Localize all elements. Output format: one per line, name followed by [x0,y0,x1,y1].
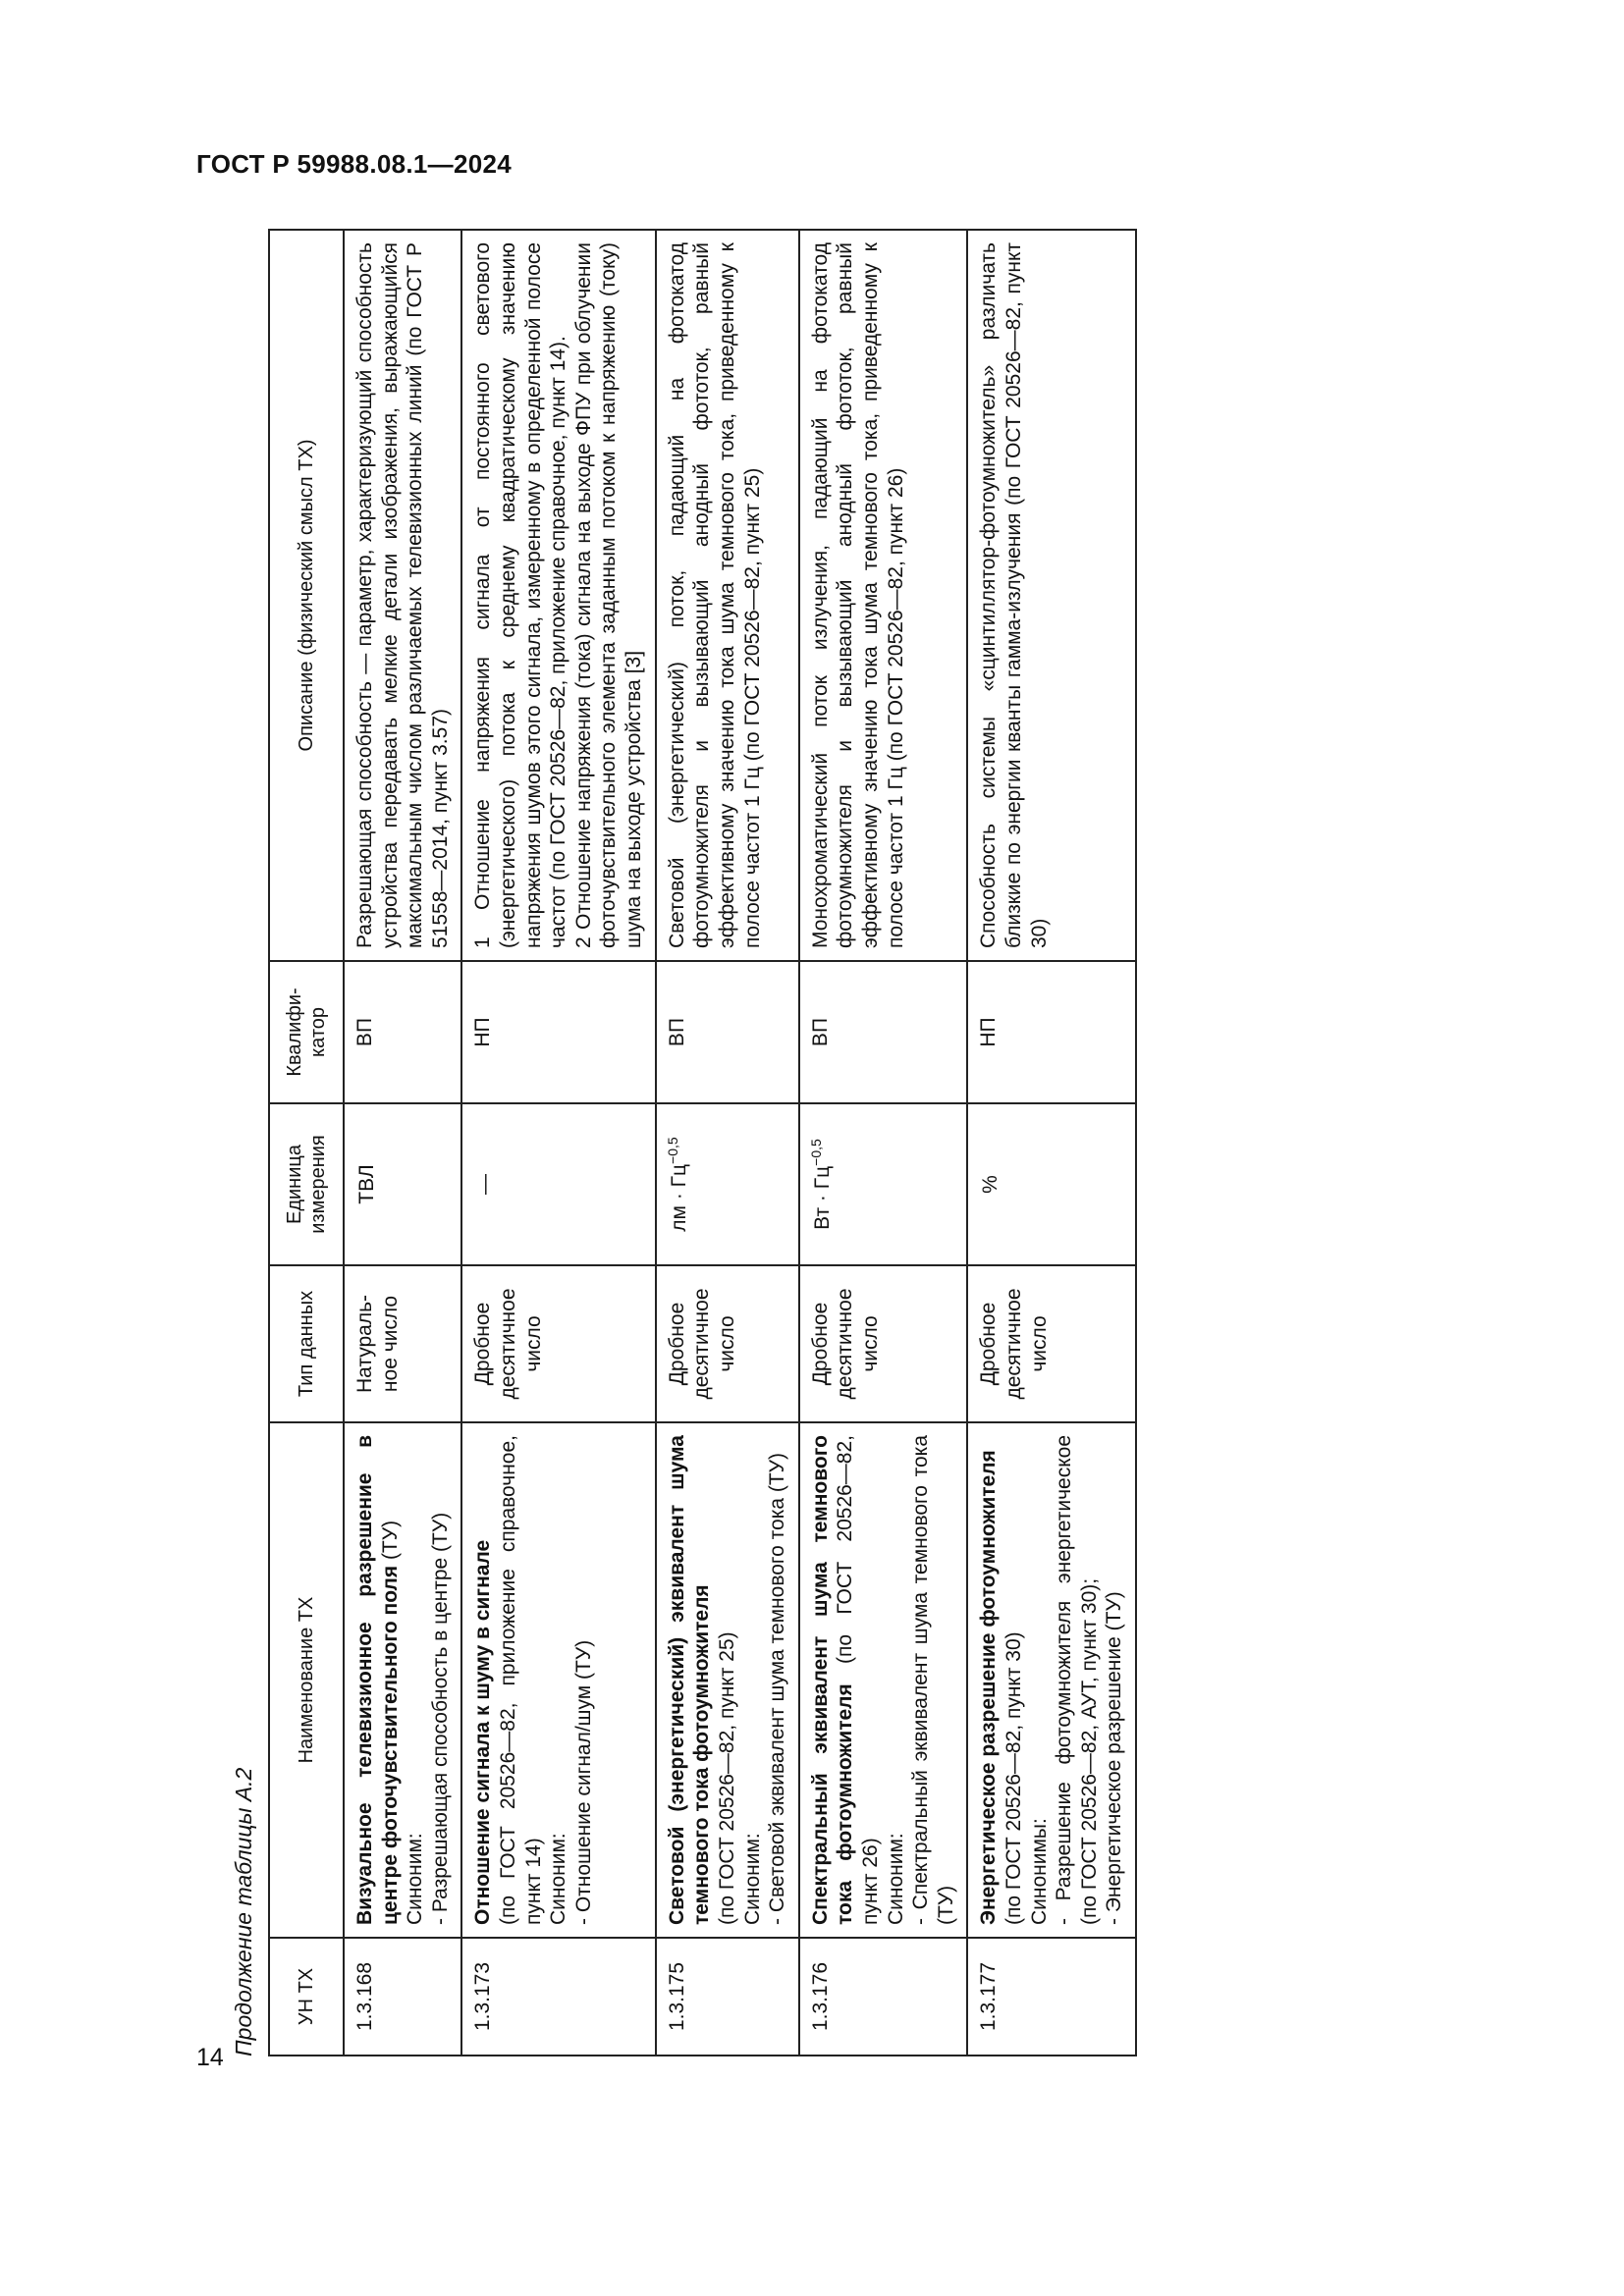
cell-description: Способность системы «сцинтиллятор-фотоумножитель» различать близкие по энергии кванты гамма-излучения (по ГОСТ 20526—82, пункт 30) [967,230,1136,961]
column-header-unit: Единица измерения [269,1103,344,1265]
cell-qualifier: НП [461,961,655,1103]
cell-name [656,1422,799,1938]
cell-description: Световой (энергетический) поток, падающий на фотокатод фотоумножителя и вызывающий анодный фототок, равный эффективному значению тока шума темнового тока, приведенному к полосе частот 1 Гц (по ГОСТ 20526—82, пункт 25) [656,230,799,961]
column-header-name: Наименование ТХ [269,1422,344,1938]
name-line: Синоним: [884,1833,907,1925]
cell-unit [799,1103,968,1265]
rotated-table-area [231,231,1316,2056]
cell-type: Дробное десятичное число [656,1265,799,1422]
name-line: - Световой эквивалент шума темнового тока (ТУ) [766,1452,789,1925]
cell-unit [967,1103,1136,1265]
table-row [967,230,1136,2056]
cell-name [344,1422,461,1938]
cell-type: Дробное десятичное число [799,1265,968,1422]
name-bold: Визуальное телевизионное разрешение в центре фоточувствительного поля [353,1435,402,1925]
name-bold: Отношение сигнала к шуму в сигнале [471,1539,495,1925]
name-line: (по ГОСТ 20526—82, пункт 30) [1002,1631,1026,1925]
name-line: Синоним: [404,1833,427,1925]
cell-unit [461,1103,655,1265]
name-rest: (ТУ) [378,1520,402,1566]
column-header-description: Описание (физический смысл ТХ) [269,230,344,961]
table-row [799,230,968,2056]
name-line: Синоним: [740,1833,764,1925]
name-rest: (по ГОСТ 20526—82, пункт 26) [834,1435,882,1925]
cell-id: 1.3.168 [344,1938,461,2056]
name-line: - Разрешающая способность в центре (ТУ) [428,1512,452,1925]
cell-qualifier: ВП [344,961,461,1103]
name-line: Синоним: [547,1833,570,1925]
unit-text: — [473,1174,497,1195]
name-bold: Энергетическое разрешение фотоумножителя [977,1450,1001,1925]
cell-id: 1.3.175 [656,1938,799,2056]
unit-text: ТВЛ [355,1164,378,1204]
description-part-1: 1 Отношение напряжения сигнала от постоянного светового (энергетического) потока к среднему квадратическому значению напряжения шумов этого сигнала, измеренному в определенной полосе частот (по ГОСТ 20526—82, приложение справочное, пункт 14). [471,242,570,948]
cell-type: Дробное десятичное число [967,1265,1136,1422]
unit-text: Вт · Гц [810,1165,834,1230]
cell-id: 1.3.176 [799,1938,968,2056]
cell-id: 1.3.173 [461,1938,655,2056]
cell-id: 1.3.177 [967,1938,1136,2056]
table-row [461,230,655,2056]
cell-name [967,1422,1136,1938]
cell-description: Монохроматический поток излучения, падающий на фотокатод фотоумножителя и вызывающий анодный фототок, равный эффективному значению тока шума темнового тока, приведенному к полосе частот 1 Гц (по ГОСТ 20526—82, пункт 26) [799,230,968,961]
name-line: Синонимы: [1027,1818,1051,1925]
characteristics-table [268,229,1137,2056]
cell-type: Дробное десятичное число [461,1265,655,1422]
cell-qualifier: ВП [799,961,968,1103]
cell-qualifier: ВП [656,961,799,1103]
page-number: 14 [196,2044,224,2071]
cell-name [461,1422,655,1938]
column-header-qualifier: Квалифи-катор [269,961,344,1103]
unit-superscript: −0,5 [807,1139,824,1166]
cell-qualifier: НП [967,961,1136,1103]
name-line: - Энергетическое разрешение (ТУ) [1103,1591,1126,1925]
table-header-row [269,230,344,2056]
unit-text: лм · Гц [667,1163,690,1232]
name-line: - Спектральный эквивалент шума темнового тока (ТУ) [909,1435,957,1925]
table-caption: Продолжение таблицы А.2 [231,1767,256,2056]
unit-superscript: −0,5 [664,1137,680,1164]
column-header-type: Тип данных [269,1265,344,1422]
name-line: - Разрешение фотоумножителя энергетическое (по ГОСТ 20526—82, АУТ, пункт 30); [1053,1435,1101,1925]
name-line: (по ГОСТ 20526—82, приложение справочное, пункт 14) [497,1435,545,1925]
table-row [656,230,799,2056]
cell-type: Натураль-ное число [344,1265,461,1422]
document-header-title: ГОСТ Р 59988.08.1—2024 [196,149,512,179]
cell-unit [656,1103,799,1265]
column-header-id: УН ТХ [269,1938,344,2056]
name-line: - Отношение сигнал/шум (ТУ) [571,1639,595,1925]
name-bold: Спектральный эквивалент шума темнового тока фотоумножителя [808,1435,857,1925]
unit-text: % [979,1175,1002,1194]
cell-name [799,1422,968,1938]
cell-unit [344,1103,461,1265]
name-line: (по ГОСТ 20526—82, пункт 25) [715,1631,738,1925]
name-bold: Световой (энергетический) эквивалент шума темнового тока фотоумножителя [665,1435,714,1925]
cell-description: Разрешающая способность — параметр, характеризующий способность устройства передавать мелкие детали изображения, выражающийся максимальным числом различаемых телевизионных линий (по ГОСТ Р 51558—2014, пункт 3.57) [344,230,461,961]
cell-description [461,230,655,961]
description-part-2: 2 Отношение напряжения (тока) сигнала на выходе ФПУ при облучении фоточувствительного элемента заданным потоком к напряжению (току) шума на выходе устройства [3] [571,242,646,948]
table-row [344,230,461,2056]
